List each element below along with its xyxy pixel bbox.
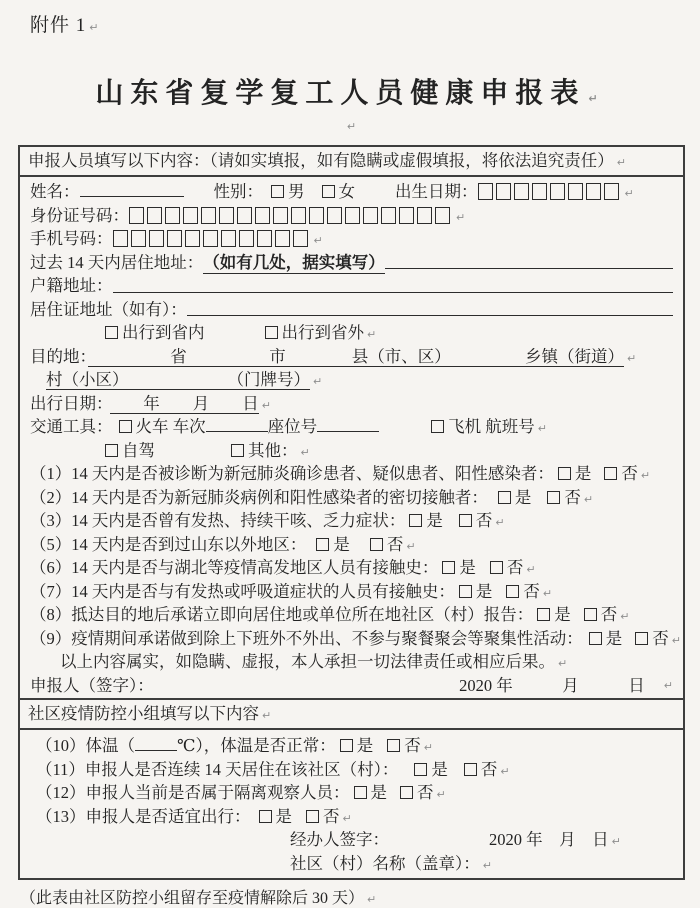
checkbox-q6-no[interactable]: [490, 561, 503, 574]
section1-header-text: 申报人员填写以下内容：（请如实填报，如有隐瞒或虚假填报，将依法追究责任）: [28, 151, 614, 170]
paragraph-mark-icon: ↵: [640, 469, 651, 482]
transport-row-2: [30, 439, 673, 463]
phone-number-box[interactable]: [131, 230, 146, 247]
phone-number-box[interactable]: [203, 230, 218, 247]
question-text: （1）14 天内是否被诊断为新冠肺炎确诊患者、疑似患者、阳性感染者：: [30, 464, 554, 483]
retention-note-text: （此表由社区防控小组留存至疫情解除后 30 天）: [20, 890, 365, 907]
question-text: （13）申报人是否适宜出行：: [36, 806, 251, 826]
phone-number-box[interactable]: [293, 230, 308, 247]
declarant-signature-label: 申报人（签字）：: [30, 675, 154, 695]
train-label: 火车 车次: [135, 417, 206, 436]
id-number-box[interactable]: [219, 207, 234, 224]
phone-number-row: [30, 227, 673, 251]
section1-body: [20, 177, 683, 698]
checkbox-male[interactable]: [271, 185, 284, 198]
checkbox-q5-no[interactable]: [370, 538, 383, 551]
paragraph-mark-icon: ↵: [482, 858, 492, 872]
checkbox-other[interactable]: [231, 444, 244, 457]
no-label: 否: [652, 628, 669, 648]
section2-header: [20, 698, 683, 730]
checkbox-q1-no[interactable]: [604, 467, 617, 480]
section2-header-text: 社区疫情防控小组填写以下内容: [28, 704, 259, 723]
yes-label: 是: [431, 759, 448, 779]
question-row-2: [30, 486, 673, 510]
id-number-box[interactable]: [399, 207, 414, 224]
paragraph-mark-icon: ↵: [537, 422, 547, 435]
id-number-box[interactable]: [345, 207, 360, 224]
paragraph-mark-icon: ↵: [261, 398, 271, 412]
question-row-5: [30, 533, 673, 557]
id-number-box[interactable]: [309, 207, 324, 224]
paragraph-mark-icon: ↵: [526, 563, 536, 576]
seat-number-input-line[interactable]: [317, 415, 379, 432]
paragraph-mark-icon: ↵: [588, 92, 605, 105]
checkbox-q10-yes[interactable]: [340, 739, 353, 752]
paragraph-mark-icon: ↵: [436, 788, 446, 801]
paragraph-mark-icon: ↵: [406, 539, 416, 553]
question-text: （6）14 天内是否与湖北等疫情高发地区人员有接触史：: [30, 558, 439, 577]
phone-number-box[interactable]: [113, 230, 128, 247]
yes-label: 是: [370, 783, 387, 802]
no-label: 否: [475, 511, 493, 530]
female-label: 女: [338, 182, 355, 201]
phone-number-box[interactable]: [185, 230, 200, 247]
section1-header: [20, 147, 683, 177]
community-name-row: [30, 852, 673, 876]
hukou-address-row: [30, 274, 673, 298]
checkbox-q7-no[interactable]: [506, 585, 519, 598]
checkbox-q5-yes[interactable]: [316, 538, 329, 551]
checkbox-q13-yes[interactable]: [259, 810, 272, 823]
residence-permit-input-line[interactable]: [187, 298, 673, 317]
yes-label: 是: [574, 464, 592, 483]
birth-date-box[interactable]: [586, 183, 601, 200]
village-input-line[interactable]: 村（小区） （门牌号）: [46, 370, 310, 389]
checkbox-q8-no[interactable]: [584, 608, 597, 621]
paragraph-mark-icon: ↵: [542, 586, 553, 600]
checkbox-q7-yes[interactable]: [459, 585, 472, 598]
attachment-label: [0, 0, 700, 37]
yes-label: 是: [426, 511, 443, 530]
male-label: 男: [288, 182, 305, 201]
travel-within-label: 出行到省内: [122, 323, 205, 342]
birth-date-box[interactable]: [532, 183, 547, 200]
address-14days-row: [30, 251, 673, 275]
question-row-12: [30, 781, 673, 805]
no-label: 否: [386, 534, 404, 554]
checkbox-q9-no[interactable]: [635, 632, 648, 645]
phone-number-box[interactable]: [221, 230, 236, 247]
retention-note: [0, 880, 700, 908]
travel-date-input-line[interactable]: 年 月 日: [110, 393, 259, 413]
question-text: （11）申报人是否连续 14 天居住在该社区（村）：: [36, 759, 399, 779]
id-number-box[interactable]: [327, 207, 342, 224]
temperature-label-post: ℃），体温是否正常：: [177, 736, 336, 755]
paragraph-mark-icon: ↵: [627, 351, 637, 365]
checkbox-q11-yes[interactable]: [414, 763, 427, 776]
other-label: 其他：: [248, 440, 298, 460]
checkbox-train[interactable]: [119, 420, 132, 433]
residence-permit-row: [30, 298, 673, 322]
destination-label: 目的地：: [30, 346, 88, 366]
question-row-1: [30, 462, 673, 486]
no-label: 否: [523, 581, 540, 601]
paragraph-mark-icon: ↵: [500, 764, 510, 778]
residence-permit-label: 居住证地址（如有）：: [30, 299, 187, 319]
id-number-box[interactable]: [291, 207, 306, 224]
question-text: （8）抵达目的地后承诺立即向居住地或单位所在地社区（村）报告：: [30, 605, 534, 624]
travel-scope-row: [30, 321, 673, 345]
no-label: 否: [417, 783, 434, 802]
hukou-address-label: 户籍地址：: [30, 276, 113, 295]
paragraph-mark-icon: ↵: [367, 328, 377, 341]
section2-body: [20, 730, 683, 878]
question-row-9: [30, 627, 681, 651]
id-number-row: [30, 204, 673, 228]
paragraph-mark-icon: ↵: [558, 657, 568, 670]
phone-number-box[interactable]: [167, 230, 182, 247]
checkbox-q3-no[interactable]: [459, 514, 472, 527]
birth-date-box[interactable]: [550, 183, 565, 200]
yes-label: 是: [605, 628, 623, 648]
yes-label: 是: [333, 534, 350, 554]
paragraph-mark-icon: ↵: [620, 610, 630, 623]
no-label: 否: [600, 605, 618, 624]
paragraph-mark-icon: ↵: [262, 709, 272, 722]
question-row-8: [30, 603, 673, 627]
name-label: 姓名：: [30, 182, 80, 201]
plane-label: 飞机 航班号: [448, 417, 535, 436]
checkbox-travel-outside-province[interactable]: [265, 326, 278, 339]
phone-number-box[interactable]: [257, 230, 272, 247]
no-label: 否: [564, 487, 581, 507]
declaration-statement-text: 以上内容属实，如隐瞒、虚报，本人承担一切法律责任或相应后果。: [60, 652, 555, 671]
question-text: （3）14 天内是否曾有发热、持续干咳、乏力症状：: [30, 511, 406, 530]
question-row-3: [30, 509, 673, 533]
question-text: （9）疫情期间承诺做到除上下班外不外出、不参与聚餐聚会等聚集性活动：: [30, 628, 583, 648]
page-title: [0, 71, 700, 111]
id-number-box[interactable]: [273, 207, 288, 224]
temperature-input-line[interactable]: [135, 734, 177, 751]
yes-label: 是: [475, 581, 493, 601]
name-gender-birth-row: [30, 180, 673, 204]
phone-number-box[interactable]: [275, 230, 290, 247]
paragraph-mark-icon: ↵: [611, 835, 621, 848]
yes-label: 是: [356, 736, 374, 755]
paragraph-mark-icon: ↵: [367, 893, 377, 906]
paragraph-mark-icon: ↵: [313, 234, 323, 247]
question-text: （7）14 天内是否与有发热或呼吸道症状的人员有接触史：: [30, 581, 455, 601]
yes-label: 是: [554, 605, 571, 624]
destination-input-line[interactable]: 省 市 县（市、区） 乡镇（街道）: [87, 346, 624, 366]
paragraph-mark-icon: ↵: [624, 187, 634, 200]
question-row-6: [30, 556, 673, 580]
destination-row: [30, 345, 673, 369]
yes-label: 是: [459, 558, 476, 577]
seat-number-label: 座位号: [267, 417, 318, 436]
checkbox-plane[interactable]: [431, 420, 444, 433]
id-number-box[interactable]: [201, 207, 216, 224]
operator-signature-row: [30, 828, 673, 852]
phone-number-box[interactable]: [149, 230, 164, 247]
paragraph-mark-icon: ↵: [300, 445, 310, 459]
travel-date-row: [30, 392, 673, 416]
checkbox-q12-no[interactable]: [400, 786, 413, 799]
travel-date-label: 出行日期：: [30, 393, 105, 413]
phone-number-box[interactable]: [239, 230, 254, 247]
birth-date-box[interactable]: [514, 183, 529, 200]
no-label: 否: [506, 558, 524, 577]
birth-date-box[interactable]: [478, 183, 493, 200]
paragraph-mark-icon: ↵: [423, 741, 433, 754]
operator-date-text: 2020 年 月 日: [489, 830, 609, 849]
checkbox-q11-no[interactable]: [464, 763, 477, 776]
birth-date-label: 出生日期：: [395, 182, 478, 201]
question-text: （12）申报人当前是否属于隔离观察人员：: [36, 783, 350, 802]
id-number-box[interactable]: [165, 207, 180, 224]
attachment-text: 附件 1: [30, 15, 87, 36]
gender-label: 性别：: [213, 182, 263, 201]
birth-date-box[interactable]: [568, 183, 583, 200]
checkbox-female[interactable]: [322, 185, 335, 198]
checkbox-travel-within-province[interactable]: [105, 326, 118, 339]
id-number-box[interactable]: [381, 207, 396, 224]
birth-date-boxes: [478, 182, 622, 201]
paragraph-mark-icon: ↵: [583, 492, 594, 506]
paragraph-mark-icon: ↵: [313, 375, 323, 388]
question-row-10: [30, 734, 673, 758]
birth-date-box[interactable]: [496, 183, 511, 200]
yes-label: 是: [514, 487, 532, 507]
checkbox-q3-yes[interactable]: [409, 514, 422, 527]
checkbox-self-drive[interactable]: [105, 444, 118, 457]
question-text: （2）14 天内是否为新冠肺炎病例和阳性感染者的密切接触者：: [30, 487, 488, 507]
operator-signature-label: 经办人签字：: [290, 830, 389, 849]
id-number-boxes: [129, 206, 453, 225]
declaration-statement-row: [30, 650, 673, 674]
community-name-label: 社区（村）名称（盖章）：: [290, 853, 480, 873]
phone-number-label: 手机号码：: [30, 229, 113, 248]
id-number-box[interactable]: [237, 207, 252, 224]
address-14days-note: （如有几处，据实填写）: [203, 251, 385, 275]
checkbox-q2-no[interactable]: [547, 491, 560, 504]
hukou-address-input-line[interactable]: [113, 274, 674, 293]
checkbox-q6-yes[interactable]: [442, 561, 455, 574]
paragraph-mark-icon: ↵: [342, 811, 352, 825]
id-number-label: 身份证号码：: [30, 205, 129, 225]
birth-date-box[interactable]: [604, 183, 619, 200]
id-number-box[interactable]: [129, 207, 144, 224]
checkbox-q1-yes[interactable]: [558, 467, 571, 480]
id-number-box[interactable]: [417, 207, 432, 224]
id-number-box[interactable]: [435, 207, 450, 224]
blank-paragraph: [0, 117, 700, 137]
train-number-input-line[interactable]: [206, 415, 268, 432]
temperature-label-pre: （10）体温（: [36, 736, 135, 755]
id-number-box[interactable]: [363, 207, 378, 224]
travel-outside-label: 出行到省外: [281, 323, 364, 342]
question-row-7: [30, 580, 673, 604]
checkbox-q13-no[interactable]: [306, 810, 319, 823]
no-label: 否: [404, 736, 421, 755]
paragraph-mark-icon: ↵: [89, 21, 100, 34]
no-label: 否: [480, 759, 498, 779]
address-14days-input-line[interactable]: [385, 251, 673, 270]
address-14days-label: 过去 14 天内居住地址：: [30, 252, 204, 272]
no-label: 否: [323, 806, 340, 826]
transport-label: 交通工具：: [30, 417, 113, 436]
id-number-box[interactable]: [183, 207, 198, 224]
id-number-box[interactable]: [255, 207, 270, 224]
checkbox-q12-yes[interactable]: [354, 786, 367, 799]
paragraph-mark-icon: ↵: [456, 210, 466, 224]
no-label: 否: [621, 464, 638, 483]
question-row-11: [30, 758, 673, 782]
page-title-text: 山东省复学复工人员健康申报表: [95, 78, 586, 109]
name-input-line[interactable]: [80, 180, 184, 197]
question-row-13: [30, 805, 673, 829]
declarant-date-text: 2020 年 月 日: [459, 675, 645, 695]
declarant-signature-row: [30, 674, 673, 698]
paragraph-mark-icon: ↵: [671, 633, 681, 647]
checkbox-q2-yes[interactable]: [498, 491, 511, 504]
village-row: [30, 368, 673, 392]
checkbox-q8-yes[interactable]: [537, 608, 550, 621]
phone-number-boxes: [113, 229, 311, 248]
self-drive-label: 自驾: [122, 440, 155, 460]
question-text: （5）14 天内是否到过山东以外地区：: [30, 534, 307, 554]
checkbox-q10-no[interactable]: [387, 739, 400, 752]
paragraph-mark-icon: ↵: [346, 120, 357, 133]
transport-row-1: [30, 415, 673, 439]
paragraph-mark-icon: ↵: [495, 516, 505, 529]
health-declaration-form: [18, 145, 685, 880]
yes-label: 是: [275, 806, 292, 826]
paragraph-mark-icon: ↵: [616, 156, 626, 169]
checkbox-q9-yes[interactable]: [589, 632, 602, 645]
paragraph-mark-icon: ↵: [663, 678, 673, 692]
id-number-box[interactable]: [147, 207, 162, 224]
